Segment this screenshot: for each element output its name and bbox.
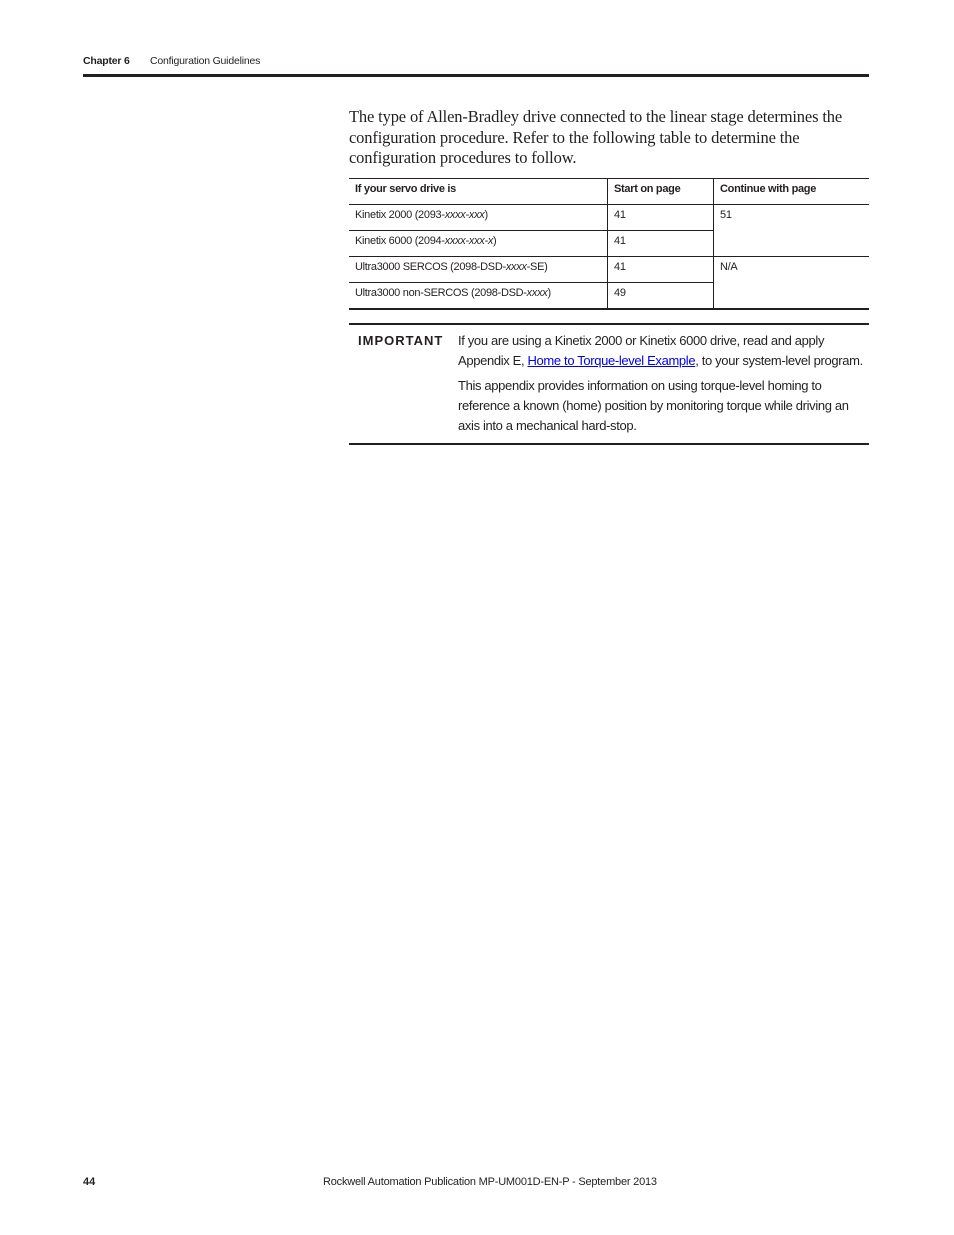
important-paragraph: If you are using a Kinetix 2000 or Kinetix 6000 drive, read and apply Appendix E, Home to Torque-level Example, to your system-level program. (458, 333, 863, 368)
chapter-label: Chapter 6 (83, 55, 130, 67)
continue-page-cell: N/A (714, 257, 870, 310)
start-page-cell: 49 (608, 283, 714, 310)
chapter-title: Configuration Guidelines (150, 55, 261, 67)
column-header-drive: If your servo drive is (349, 179, 608, 205)
header-rule (83, 74, 869, 77)
important-notice (349, 323, 869, 445)
important-body (458, 331, 870, 441)
drive-cell: Ultra3000 non-SERCOS (2098-DSD-xxxx) (355, 287, 551, 299)
column-header-continue: Continue with page (714, 179, 870, 205)
continue-page-cell: 51 (714, 205, 870, 257)
drive-configuration-table (349, 178, 869, 310)
drive-cell: Ultra3000 SERCOS (2098-DSD-xxxx-SE) (349, 257, 608, 283)
table-row (349, 205, 869, 231)
page-number: 44 (83, 1176, 96, 1188)
start-page-cell: 41 (608, 257, 714, 283)
start-page-cell: 41 (608, 205, 714, 231)
table-row (349, 257, 869, 283)
appendix-e-link[interactable]: Home to Torque-level Example (527, 353, 696, 368)
page-header (83, 53, 868, 69)
table-header-row (349, 179, 869, 205)
column-header-start: Start on page (608, 179, 714, 205)
important-paragraph: This appendix provides information on using torque-level homing to reference a known (home) position by monitoring torque while driving an axis into a mechanical hard-stop. (458, 378, 849, 433)
drive-cell: Kinetix 2000 (2093-xxxx-xxx) (349, 205, 608, 231)
publication-info: Rockwell Automation Publication MP-UM001D-EN-P - September 2013 (323, 1176, 657, 1188)
important-label: IMPORTANT (358, 333, 444, 348)
intro-paragraph: The type of Allen-Bradley drive connected to the linear stage determines the configuration procedure. Refer to the following table to determine the configuration procedures to follow. (349, 107, 843, 167)
start-page-cell: 41 (608, 231, 714, 257)
drive-cell: Kinetix 6000 (2094-xxxx-xxx-x) (349, 231, 608, 257)
